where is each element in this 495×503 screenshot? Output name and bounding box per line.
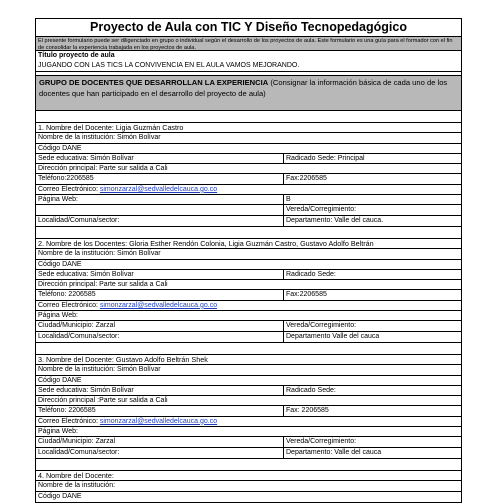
locality-field[interactable]: Localidad/Comuna/sector: (36, 332, 284, 342)
city-field[interactable] (36, 205, 284, 214)
phone-field[interactable]: Teléfono:2206585 (36, 174, 284, 183)
institution-field[interactable]: Nombre de la institución: Simón Bolívar (38, 134, 161, 142)
project-title-label: Título proyecto de aula (35, 51, 462, 61)
website-field[interactable]: Página Web: (38, 428, 78, 436)
email-field[interactable] (36, 417, 461, 426)
phone-field[interactable]: Teléfono: 2206585 (36, 290, 284, 299)
email-label: Correo Electrónico: (38, 301, 100, 309)
teacher-name-field[interactable]: 4. Nombre del Docente: (38, 470, 114, 480)
department-field[interactable]: Departamento: Valle del cauca. (286, 216, 384, 224)
email-field[interactable] (36, 185, 461, 194)
institution-field[interactable]: Nombre de la institución: Simón Bolívar (38, 366, 161, 374)
address-field[interactable]: Dirección principal: Parte sur salida a Cali (38, 281, 168, 289)
phone-field[interactable]: Teléfono: 2206585 (36, 406, 284, 415)
dane-code-field[interactable]: Código DANE (38, 376, 82, 384)
dane-code-field[interactable]: Código DANE (38, 260, 82, 268)
vereda-field[interactable]: Vereda/Corregimiento: (286, 206, 357, 214)
locality-field[interactable]: Localidad/Comuna/sector: (36, 448, 284, 458)
email-link[interactable]: simonzarzal@sedvalledelcauca.go.co (99, 185, 218, 193)
teacher-block-1 (35, 122, 462, 227)
form-sheet (35, 18, 462, 503)
group-header (35, 75, 462, 111)
email-label: Correo Electrónico: (38, 417, 100, 425)
address-field[interactable]: Dirección principal :Parte sur salida a Cali (38, 397, 168, 405)
group-label: GRUPO DE DOCENTES QUE DESARROLLAN LA EXPERIENCIA (39, 78, 269, 87)
teacher-block-3 (35, 354, 462, 459)
intro-text: El presente formulario puede ser diligenciado en grupo o individual según el desarrollo de los proyectos de aula. Este formulario es una guía para el formador con el fin de consolidar la experiencia trabajada en los proyectos de aula. (35, 36, 462, 51)
teacher-name-field[interactable]: 1. Nombre del Docente: Ligia Guzmán Castro (38, 123, 184, 132)
address-field[interactable]: Dirección principal: Parte sur salida a Cali (38, 165, 168, 173)
institution-field[interactable]: Nombre de la institución: (38, 482, 116, 490)
website-field[interactable]: Página Web: (38, 312, 78, 320)
city-field[interactable]: Ciudad/Municipio: Zarzal (36, 437, 284, 446)
department-field[interactable]: Departamento Valle del cauca (286, 332, 380, 340)
radicado-field[interactable]: Radicado Sede: (286, 270, 336, 278)
locality-field[interactable]: Localidad/Comuna/sector: (36, 216, 284, 226)
sede-field[interactable]: Sede educativa: Simón Bolívar (36, 270, 284, 279)
spacer (35, 459, 462, 470)
spacer (35, 111, 462, 122)
radicado-field[interactable]: Radicado Sede: (286, 386, 336, 394)
teacher-name-field[interactable]: 3. Nombre del Docente: Gustavo Adolfo Beltrán Shek (38, 354, 208, 364)
sede-field[interactable]: Sede educativa: Simón Bolívar (36, 154, 284, 163)
vereda-field[interactable]: Vereda/Corregimiento: (286, 322, 357, 330)
email-field[interactable] (36, 301, 461, 310)
group-note: (Consignar la información básica de cada uno de los docentes que han participado en el desarrollo del proyecto de aula) (39, 78, 448, 98)
radicado-field[interactable]: Radicado Sede: Principal (286, 154, 365, 162)
fax-field[interactable]: Fax: 2206585 (286, 407, 329, 415)
teacher-block-4 (35, 470, 462, 503)
dane-code-field[interactable]: Código DANE (38, 144, 82, 152)
city-field[interactable]: Ciudad/Municipio: Zarzal (36, 321, 284, 330)
email-label: Correo Electrónico: (38, 185, 100, 193)
website-extra[interactable]: B (286, 196, 291, 204)
email-link[interactable]: simonzarzal@sedvalledelcauca.go.co (99, 301, 218, 309)
spacer (35, 343, 462, 354)
institution-field[interactable]: Nombre de la institución: Simón Bolívar (38, 250, 161, 258)
teacher-name-field[interactable]: 2. Nombre de los Docentes: Gloria Esther Rendón Colonia, Ligia Guzmán Castro, Gustavo Adolfo Beltrán (38, 238, 374, 248)
dane-code-field[interactable]: Código DANE (38, 492, 82, 500)
email-link[interactable]: simonzarzal@sedvalledelcauca.go.co (99, 417, 218, 425)
fax-field[interactable]: Fax:2206585 (286, 291, 327, 299)
sede-field[interactable]: Sede educativa: Simón Bolívar (36, 386, 284, 395)
fax-field[interactable]: Fax:2206585 (286, 175, 327, 183)
vereda-field[interactable]: Vereda/Corregimiento: (286, 438, 357, 446)
teacher-block-2 (35, 238, 462, 343)
department-field[interactable]: Departamento: Valle del cauca (286, 448, 382, 456)
website-field[interactable]: Página Web: (36, 195, 284, 204)
project-title-field[interactable]: JUGANDO CON LAS TICS LA CONVIVENCIA EN EL AULA VAMOS MEJORANDO. (35, 61, 462, 72)
page-title: Proyecto de Aula con TIC Y Diseño Tecnopedagógico (35, 18, 462, 36)
spacer (35, 227, 462, 238)
